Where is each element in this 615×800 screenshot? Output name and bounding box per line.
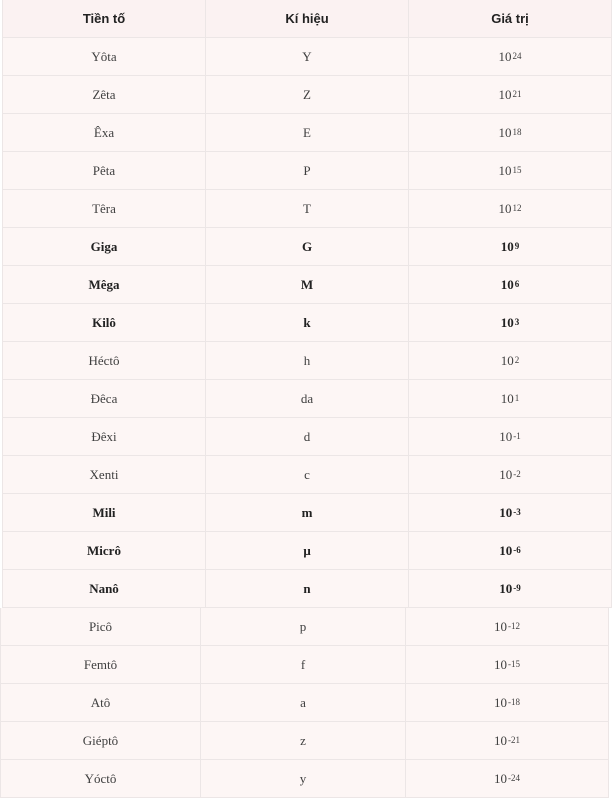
- cell-prefix: Pêta: [2, 152, 206, 189]
- value-base: 10: [500, 276, 514, 292]
- cell-symbol: c: [206, 456, 409, 493]
- cell-symbol: da: [206, 380, 409, 417]
- table-row: [2, 114, 612, 152]
- value-base: 10: [494, 618, 507, 634]
- table-row: [2, 38, 612, 76]
- table-row: [2, 190, 612, 228]
- cell-symbol: m: [206, 494, 409, 531]
- value-base: 10: [500, 352, 514, 368]
- cell-value: 10 $^{18}$: [409, 114, 612, 151]
- cell-value: 10 $^1$: [409, 380, 612, 417]
- cell-prefix: Zêta: [2, 76, 206, 113]
- cell-value: 10 $^2$: [409, 342, 612, 379]
- cell-prefix: Picô: [0, 608, 201, 645]
- cell-value: 10 $^{15}$: [409, 152, 612, 189]
- cell-value: 10 $^{-21}$: [406, 722, 609, 759]
- header-symbol: Kí hiệu: [206, 0, 409, 37]
- table-row: [2, 152, 612, 190]
- cell-prefix: Yóctô: [0, 760, 201, 797]
- cell-prefix: Micrô: [2, 532, 206, 569]
- table-row: [2, 532, 612, 570]
- cell-value: 10 $^3$: [409, 304, 612, 341]
- cell-prefix: Mêga: [2, 266, 206, 303]
- value-base: 10: [498, 200, 512, 216]
- cell-prefix: Héctô: [2, 342, 206, 379]
- value-base: 10: [499, 542, 513, 558]
- value-base: 10: [494, 694, 507, 710]
- cell-value: 10 $^9$: [409, 228, 612, 265]
- cell-value: 10 $^{-6}$: [409, 532, 612, 569]
- table-row: [2, 380, 612, 418]
- table-row: [2, 418, 612, 456]
- value-base: 10: [499, 504, 513, 520]
- table-row: [0, 760, 609, 798]
- value-base: 10: [494, 656, 507, 672]
- cell-prefix: Mili: [2, 494, 206, 531]
- table-row: [0, 608, 609, 646]
- cell-value: 10 $^{-12}$: [406, 608, 609, 645]
- table-header-row: [2, 0, 612, 38]
- cell-prefix: Kilô: [2, 304, 206, 341]
- cell-value: 10 $^{-1}$: [409, 418, 612, 455]
- cell-value: 10 $^{-18}$: [406, 684, 609, 721]
- cell-value: 10 $^{-3}$: [409, 494, 612, 531]
- cell-prefix: Đêxi: [2, 418, 206, 455]
- cell-value: 10 $^{-9}$: [409, 570, 612, 607]
- cell-symbol: T: [206, 190, 409, 227]
- cell-value: 10 $^6$: [409, 266, 612, 303]
- cell-prefix: Êxa: [2, 114, 206, 151]
- cell-prefix: Giga: [2, 228, 206, 265]
- cell-symbol: h: [206, 342, 409, 379]
- value-base: 10: [500, 390, 514, 406]
- cell-prefix: Têra: [2, 190, 206, 227]
- cell-symbol: M: [206, 266, 409, 303]
- cell-symbol: a: [201, 684, 406, 721]
- cell-symbol: z: [201, 722, 406, 759]
- cell-prefix: Atô: [0, 684, 201, 721]
- cell-prefix: Xenti: [2, 456, 206, 493]
- cell-symbol: Y: [206, 38, 409, 75]
- table-row: [2, 570, 612, 608]
- cell-value: 10 $^{24}$: [409, 38, 612, 75]
- cell-prefix: Nanô: [2, 570, 206, 607]
- value-base: 10: [494, 770, 507, 786]
- table-row: [2, 76, 612, 114]
- value-base: 10: [498, 86, 512, 102]
- value-base: 10: [499, 466, 513, 482]
- cell-symbol: p: [201, 608, 406, 645]
- cell-symbol: E: [206, 114, 409, 151]
- cell-prefix: Femtô: [0, 646, 201, 683]
- value-base: 10: [498, 162, 512, 178]
- cell-value: 10 $^{-2}$: [409, 456, 612, 493]
- value-base: 10: [499, 428, 513, 444]
- cell-value: 10 $^{-24}$: [406, 760, 609, 797]
- header-prefix: Tiền tố: [2, 0, 206, 37]
- cell-prefix: Đêca: [2, 380, 206, 417]
- cell-value: 10 $^{21}$: [409, 76, 612, 113]
- table-row: [2, 228, 612, 266]
- value-base: 10: [498, 48, 512, 64]
- cell-symbol: d: [206, 418, 409, 455]
- cell-symbol: f: [201, 646, 406, 683]
- table-row: [2, 456, 612, 494]
- table-row: [0, 722, 609, 760]
- cell-value: 10 $^{12}$: [409, 190, 612, 227]
- cell-symbol: Z: [206, 76, 409, 113]
- table-row: [2, 342, 612, 380]
- value-base: 10: [498, 124, 512, 140]
- table-row: [0, 684, 609, 722]
- cell-value: 10 $^{-15}$: [406, 646, 609, 683]
- cell-prefix: Giéptô: [0, 722, 201, 759]
- table-row: [0, 646, 609, 684]
- cell-symbol: k: [206, 304, 409, 341]
- cell-symbol: n: [206, 570, 409, 607]
- cell-symbol: P: [206, 152, 409, 189]
- header-value: Giá trị: [409, 0, 612, 37]
- value-base: 10: [500, 238, 514, 254]
- cell-symbol: y: [201, 760, 406, 797]
- value-base: 10: [500, 314, 514, 330]
- cell-symbol: G: [206, 228, 409, 265]
- table-row: [2, 304, 612, 342]
- value-base: 10: [499, 580, 513, 596]
- table-row: [2, 266, 612, 304]
- value-base: 10: [494, 732, 507, 748]
- cell-symbol: μ: [206, 532, 409, 569]
- table-row: [2, 494, 612, 532]
- cell-prefix: Yôta: [2, 38, 206, 75]
